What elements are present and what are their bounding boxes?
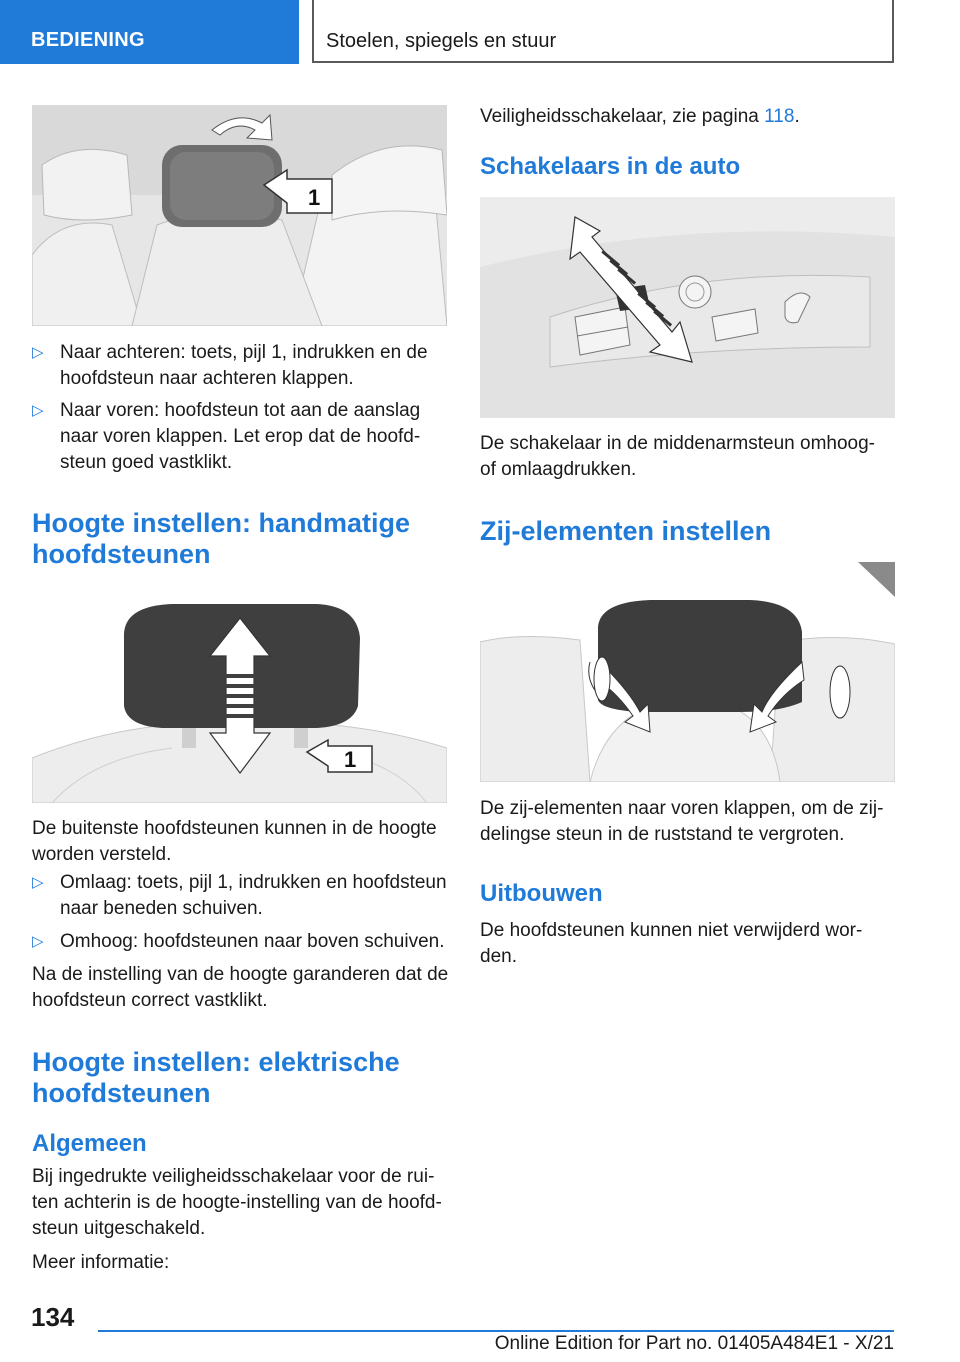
list-item: ▷ Omhoog: hoofdsteunen naar boven schuiven. (32, 929, 452, 955)
chapter-title: Stoelen, spiegels en stuur (326, 30, 557, 52)
svg-text:1: 1 (344, 747, 357, 772)
page-link[interactable]: 118 (764, 106, 795, 127)
triangle-right-icon: ▷ (32, 933, 44, 950)
list-item: ▷ Naar achteren: toets, pijl 1, indrukken en de hoofdsteun naar achteren klappen. (32, 342, 428, 389)
page-number: 134 (31, 1302, 75, 1332)
list-item: ▷ Omlaag: toets, pijl 1, indrukken en hoofdsteun naar beneden schuiven. (32, 872, 447, 919)
list-item: ▷ Naar voren: hoofdsteun tot aan de aanslag naar voren klappen. Let erop dat de hoofdsteun goed vastklikt. (32, 400, 421, 473)
triangle-right-icon: ▷ (32, 344, 44, 361)
section-heading: Uitbouwen (480, 880, 603, 907)
triangle-right-icon: ▷ (32, 874, 44, 891)
section-title: BEDIENING (31, 29, 145, 51)
section-tab (0, 0, 299, 64)
figure-side-elements (480, 562, 895, 782)
paragraph: Na de instelling van de hoogte garanderen dat de hoofdsteun correct vastklikt. (32, 964, 449, 1011)
figure-headrest-fold (32, 105, 447, 326)
paragraph: De buitenste hoofdsteunen kunnen in de hoogte worden versteld. (32, 818, 437, 865)
paragraph: Bij ingedrukte veiligheidsschakelaar voor de ruiten achterin is de hoogte-instelling van de hoofdsteun uitgeschakeld. (32, 1166, 442, 1239)
sub-heading: Algemeen (32, 1130, 147, 1157)
footer-edition: Online Edition for Part no. 01405A484E1 - X/21 (494, 1333, 894, 1354)
footer-divider (98, 1330, 894, 1332)
figure-seat-switches (480, 197, 895, 418)
figure-headrest-height (32, 598, 447, 803)
paragraph: De hoofdsteunen kunnen niet verwijderd worden. (480, 920, 863, 967)
section-heading: Zij-elementen instellen (480, 516, 772, 546)
cross-reference: Veiligheidsschakelaar, zie pagina 118. (480, 106, 800, 127)
section-heading: Schakelaars in de auto (480, 153, 741, 180)
triangle-right-icon: ▷ (32, 402, 44, 419)
section-heading: Hoogte instellen: handmatige hoofdsteunen (32, 508, 411, 569)
paragraph: De schakelaar in de middenarmsteun omhoog- of omlaagdrukken. (480, 433, 875, 480)
paragraph: De zij-elementen naar voren klappen, om de zijdelingse steun in de ruststand te vergroten. (480, 798, 884, 845)
svg-text:1: 1 (308, 185, 321, 210)
section-heading: Hoogte instellen: elektrische hoofdsteunen (32, 1047, 400, 1108)
paragraph: Meer informatie: (32, 1252, 170, 1273)
chapter-header (312, 0, 894, 63)
